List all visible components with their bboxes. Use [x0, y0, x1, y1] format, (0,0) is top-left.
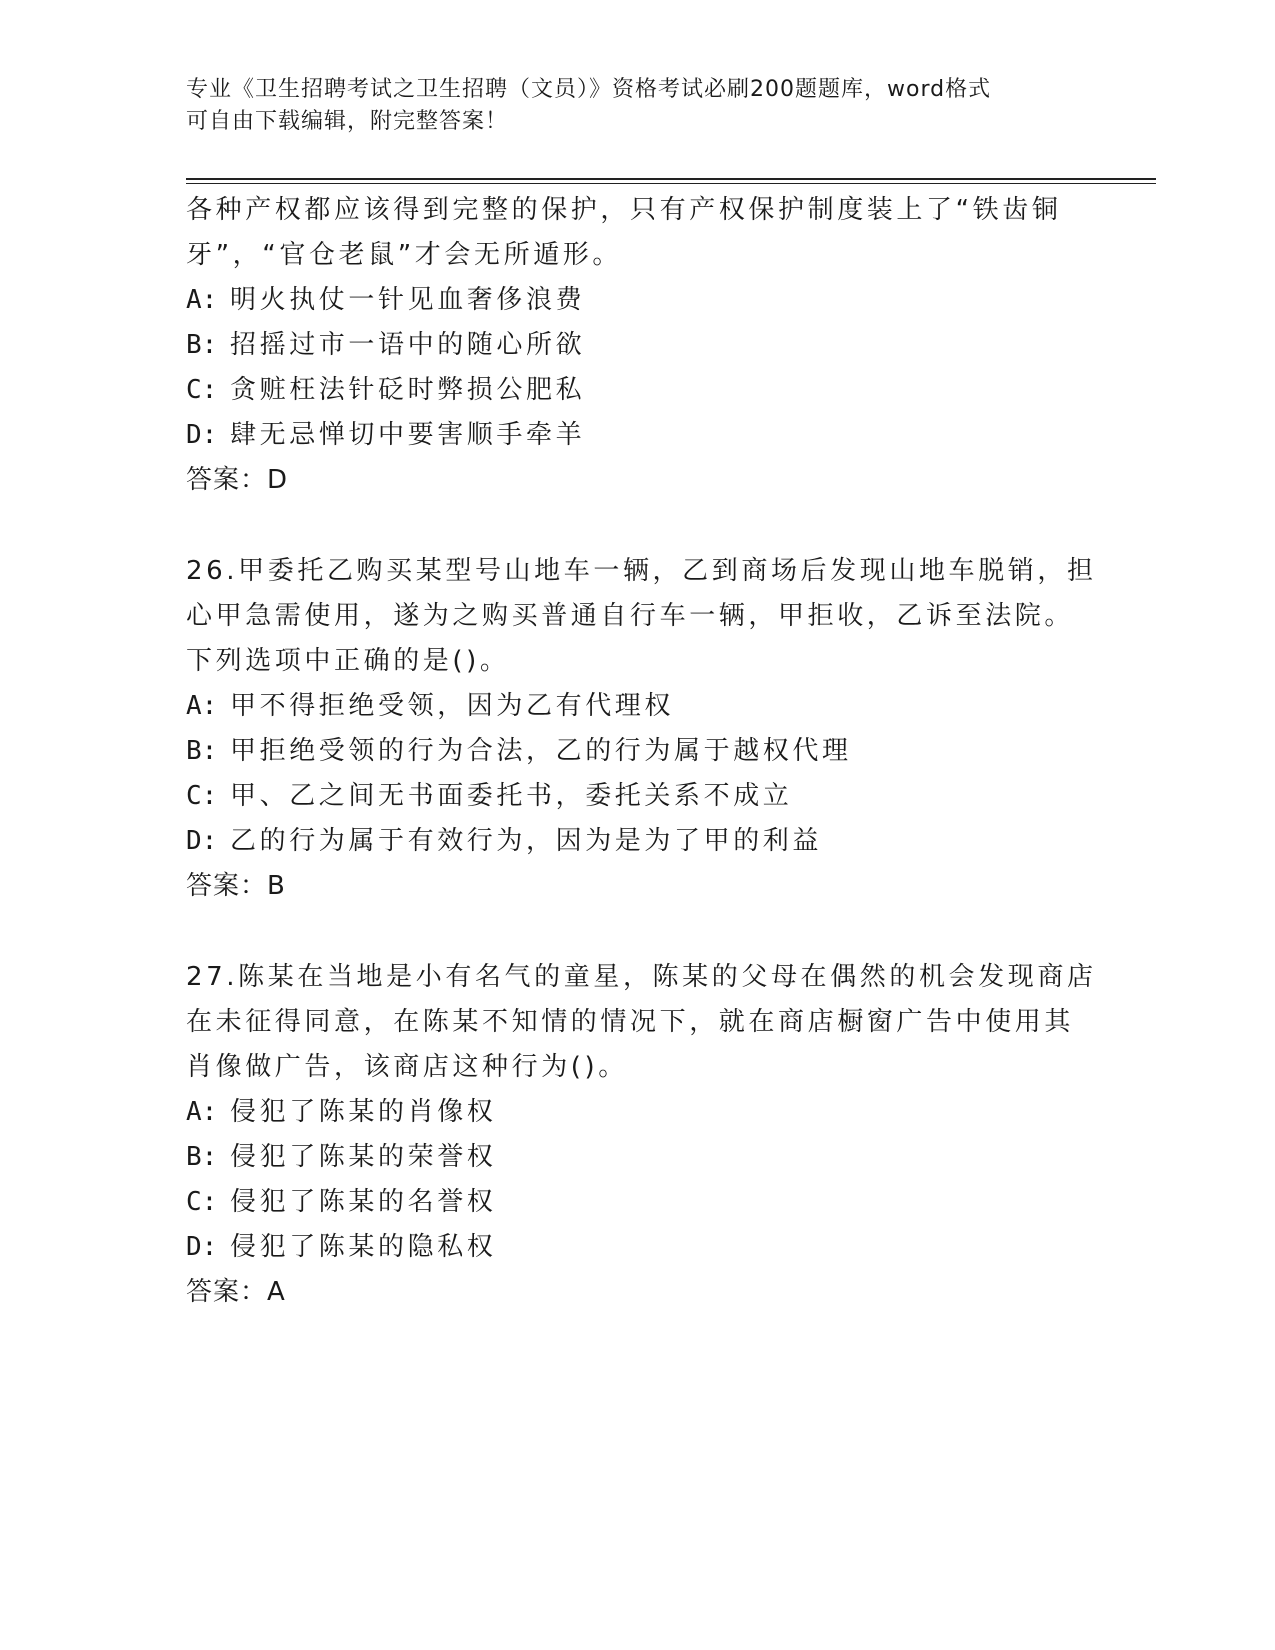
question-block	[186, 188, 1086, 503]
option-b	[186, 323, 1086, 368]
option-d	[186, 1225, 1086, 1270]
header-divider-thin	[186, 183, 1156, 184]
question-spacer	[186, 909, 1086, 955]
option-d	[186, 413, 1086, 458]
option-text: 侵犯了陈某的肖像权	[230, 1097, 497, 1127]
option-key: B:	[186, 1142, 218, 1172]
option-text: 甲拒绝受领的行为合法，乙的行为属于越权代理	[230, 736, 852, 766]
option-c	[186, 368, 1086, 413]
option-text: 肆无忌惮切中要害顺手牵羊	[230, 420, 586, 450]
option-text: 甲不得拒绝受领，因为乙有代理权	[230, 691, 675, 721]
option-key: C:	[186, 375, 218, 405]
option-a	[186, 1090, 1086, 1135]
option-text: 侵犯了陈某的名誉权	[230, 1187, 497, 1217]
option-a	[186, 278, 1086, 323]
option-text: 侵犯了陈某的隐私权	[230, 1232, 497, 1262]
option-key: C:	[186, 781, 218, 811]
answer-line: 答案：D	[186, 465, 289, 495]
option-d	[186, 819, 1086, 864]
question-text-line: 心甲急需使用，遂为之购买普通自行车一辆，甲拒收，乙诉至法院。	[186, 601, 1075, 631]
question-text-line: 在未征得同意，在陈某不知情的情况下，就在商店橱窗广告中使用其	[186, 1007, 1075, 1037]
option-text: 甲、乙之间无书面委托书，委托关系不成立	[230, 781, 793, 811]
option-c	[186, 1180, 1086, 1225]
option-key: D:	[186, 1232, 218, 1262]
option-c	[186, 774, 1086, 819]
option-key: A:	[186, 1097, 218, 1127]
answer-line: 答案：A	[186, 1277, 286, 1307]
option-key: A:	[186, 691, 218, 721]
option-key: C:	[186, 1187, 218, 1217]
option-key: B:	[186, 330, 218, 360]
option-key: A:	[186, 285, 218, 315]
question-block	[186, 549, 1097, 909]
option-text: 招摇过市一语中的随心所欲	[230, 330, 586, 360]
question-spacer	[186, 503, 1086, 549]
header-title-line-2: 可自由下载编辑，附完整答案！	[186, 109, 509, 134]
question-text-line: 下列选项中正确的是()。	[186, 646, 510, 676]
question-text-line: 肖像做广告，该商店这种行为()。	[186, 1052, 628, 1082]
header-divider-thick	[186, 178, 1156, 180]
option-a	[186, 684, 1086, 729]
option-b	[186, 729, 1086, 774]
document-header	[186, 74, 1066, 138]
option-text: 侵犯了陈某的荣誉权	[230, 1142, 497, 1172]
option-text: 贪赃枉法针砭时弊损公肥私	[230, 375, 586, 405]
option-text: 明火执仗一针见血奢侈浪费	[230, 285, 586, 315]
option-key: B:	[186, 736, 218, 766]
question-text-line: 27.陈某在当地是小有名气的童星，陈某的父母在偶然的机会发现商店	[186, 962, 1097, 992]
header-title-line-1: 专业《卫生招聘考试之卫生招聘（文员）》资格考试必刷200题题库，word格式	[186, 77, 992, 102]
question-text-line: 牙”，“官仓老鼠”才会无所遁形。	[186, 240, 623, 270]
question-text-line: 各种产权都应该得到完整的保护，只有产权保护制度装上了“铁齿铜	[186, 195, 1062, 225]
option-key: D:	[186, 420, 218, 450]
answer-line: 答案：B	[186, 871, 286, 901]
question-text-line: 26.甲委托乙购买某型号山地车一辆，乙到商场后发现山地车脱销，担	[186, 556, 1097, 586]
option-b	[186, 1135, 1086, 1180]
question-list	[186, 188, 1097, 1315]
question-block	[186, 955, 1097, 1315]
option-text: 乙的行为属于有效行为，因为是为了甲的利益	[230, 826, 823, 856]
option-key: D:	[186, 826, 218, 856]
